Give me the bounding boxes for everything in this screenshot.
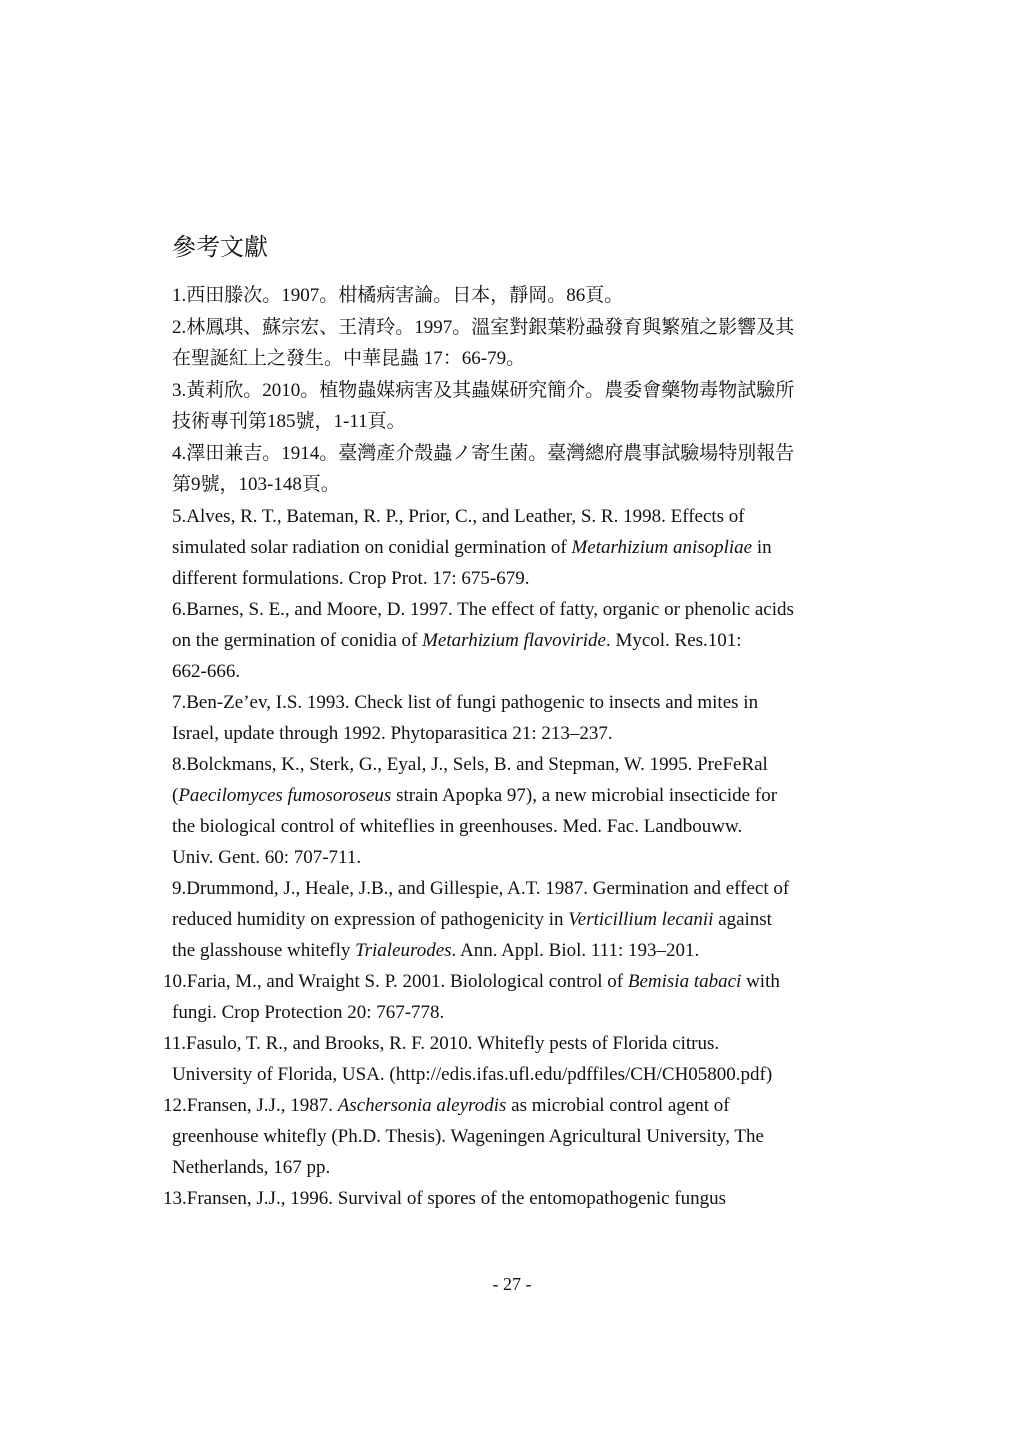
reference-text: reduced humidity on expression of pathogenicity in: [172, 909, 569, 930]
reference-item: [163, 1183, 862, 1214]
reference-line: [172, 718, 862, 749]
reference-text: strain Apopka 97), a new microbial insecticide for: [391, 785, 778, 806]
reference-line: [172, 594, 862, 625]
reference-text: Israel, update through 1992. Phytoparasitica 21: 213–237.: [172, 723, 613, 744]
reference-line: [172, 904, 862, 935]
reference-text: 4.澤田兼吉。1914。臺灣產介殼蟲ノ寄生菌。臺灣總府農事試驗場特別報告: [172, 443, 795, 464]
reference-text: as microbial control agent of: [506, 1095, 730, 1116]
reference-line: [172, 811, 862, 842]
reference-item: [172, 873, 862, 966]
reference-text: (: [172, 785, 179, 806]
reference-line: [172, 438, 862, 469]
reference-item: [172, 687, 862, 749]
reference-line: [172, 312, 862, 343]
reference-text: 技術專刊第185號，1-11頁。: [172, 411, 406, 432]
reference-text: in: [752, 537, 772, 558]
reference-text: 1.西田滕次。1907。柑橘病害論。日本，靜岡。86頁。: [172, 285, 624, 306]
reference-text: 10.Faria, M., and Wraight S. P. 2001. Biolological control of: [163, 971, 628, 992]
reference-line: [163, 1090, 862, 1121]
reference-text: 在聖誕紅上之發生。中華昆蟲 17：66-79。: [172, 348, 526, 369]
species-name: Trialeurodes: [355, 940, 452, 961]
species-name: Paecilomyces fumosoroseus: [178, 785, 392, 806]
reference-text: the glasshouse whitefly: [172, 940, 356, 961]
reference-item: [172, 749, 862, 873]
reference-text: different formulations. Crop Prot. 17: 675-679.: [172, 568, 530, 589]
reference-line: [172, 842, 862, 873]
reference-line: [172, 780, 862, 811]
reference-line: [172, 501, 862, 532]
reference-text: 662-666.: [172, 661, 241, 682]
reference-line: [172, 873, 862, 904]
reference-line: [172, 935, 862, 966]
reference-item: [172, 438, 862, 500]
reference-line: [172, 375, 862, 406]
species-name: Verticillium lecanii: [568, 909, 714, 930]
reference-item: [172, 501, 862, 594]
reference-text: . Mycol. Res.101:: [605, 630, 742, 651]
reference-text: 13.Fransen, J.J., 1996. Survival of spores of the entomopathogenic fungus: [163, 1188, 727, 1209]
reference-item: [163, 1090, 862, 1183]
reference-line: [172, 1152, 862, 1183]
reference-line: [172, 749, 862, 780]
reference-text: against: [713, 909, 772, 930]
species-name: Aschersonia aleyrodis: [337, 1095, 507, 1116]
reference-text: . Ann. Appl. Biol. 111: 193–201.: [451, 940, 700, 961]
species-name: Bemisia tabaci: [627, 971, 742, 992]
reference-text: University of Florida, USA. (http://edis.ifas.ufl.edu/pdffiles/CH/CH05800.pdf): [172, 1064, 773, 1085]
reference-line: [163, 1183, 862, 1214]
reference-text: 2.林鳳琪、蘇宗宏、王清玲。1997。溫室對銀葉粉蝨發育與繁殖之影響及其: [172, 317, 795, 338]
references-heading: 參考文獻: [172, 235, 268, 261]
reference-text: 11.Fasulo, T. R., and Brooks, R. F. 2010. Whitefly pests of Florida citrus.: [163, 1033, 720, 1054]
reference-line: [172, 997, 862, 1028]
reference-item: [172, 280, 862, 311]
reference-text: Netherlands, 167 pp.: [172, 1157, 331, 1178]
species-name: Metarhizium anisopliae: [571, 537, 753, 558]
reference-item: [172, 375, 862, 437]
reference-line: [172, 343, 862, 374]
reference-text: with: [741, 971, 780, 992]
reference-line: [172, 656, 862, 687]
reference-item: [172, 594, 862, 687]
reference-line: [163, 966, 862, 997]
reference-text: 3.黃莉欣。2010。植物蟲媒病害及其蟲媒研究簡介。農委會藥物毒物試驗所: [172, 380, 795, 401]
reference-line: [172, 687, 862, 718]
reference-text: 7.Ben-Ze’ev, I.S. 1993. Check list of fungi pathogenic to insects and mites in: [172, 692, 759, 713]
reference-line: [172, 1121, 862, 1152]
reference-list: [163, 280, 862, 1214]
reference-text: greenhouse whitefly (Ph.D. Thesis). Wageningen Agricultural University, The: [172, 1126, 764, 1147]
reference-text: 第9號，103-148頁。: [172, 474, 340, 495]
reference-text: the biological control of whiteflies in greenhouses. Med. Fac. Landbouww.: [172, 816, 743, 837]
reference-line: [172, 532, 862, 563]
reference-line: [172, 406, 862, 437]
reference-text: Univ. Gent. 60: 707-711.: [172, 847, 362, 868]
reference-line: [172, 469, 862, 500]
reference-text: fungi. Crop Protection 20: 767-778.: [172, 1002, 445, 1023]
reference-text: simulated solar radiation on conidial germination of: [172, 537, 572, 558]
reference-text: on the germination of conidia of: [172, 630, 423, 651]
reference-text: 12.Fransen, J.J., 1987.: [163, 1095, 338, 1116]
reference-text: 8.Bolckmans, K., Sterk, G., Eyal, J., Sels, B. and Stepman, W. 1995. PreFeRal: [172, 754, 768, 775]
reference-line: [172, 563, 862, 594]
reference-text: 9.Drummond, J., Heale, J.B., and Gillespie, A.T. 1987. Germination and effect of: [172, 878, 790, 899]
reference-line: [163, 1028, 862, 1059]
reference-line: [172, 280, 862, 311]
species-name: Metarhizium flavoviride: [422, 630, 606, 651]
reference-text: 6.Barnes, S. E., and Moore, D. 1997. The effect of fatty, organic or phenolic acids: [172, 599, 794, 620]
reference-line: [172, 625, 862, 656]
reference-text: 5.Alves, R. T., Bateman, R. P., Prior, C., and Leather, S. R. 1998. Effects of: [172, 506, 745, 527]
reference-line: [172, 1059, 862, 1090]
page-number: - 27 -: [492, 1274, 532, 1294]
reference-item: [163, 966, 862, 1028]
reference-item: [163, 1028, 862, 1090]
reference-item: [172, 312, 862, 374]
